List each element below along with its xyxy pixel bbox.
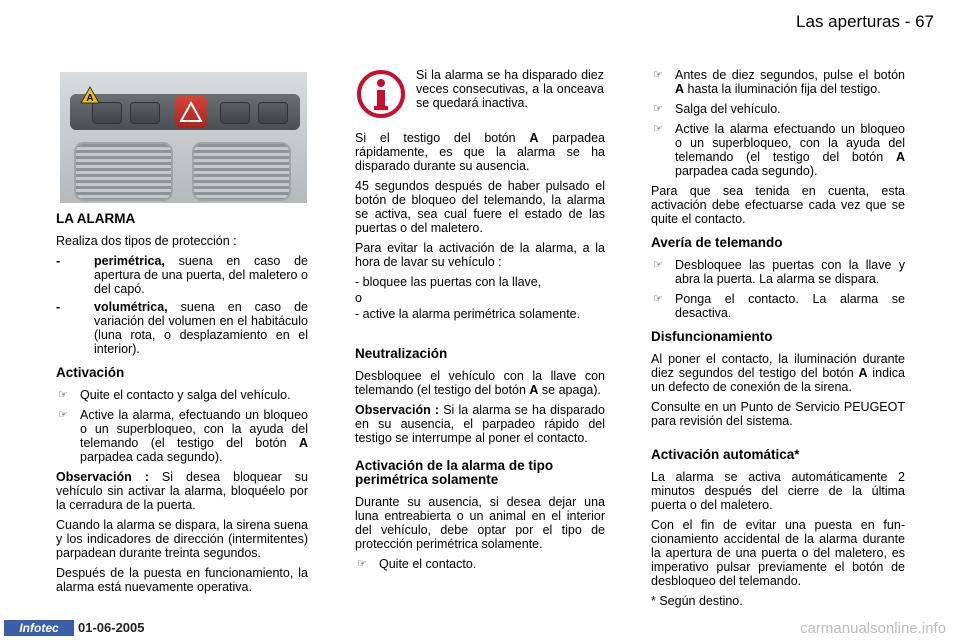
info-text: Si la alarma se ha disparado diez veces consecutivas, a la onceava se quedará inactiva. [416,68,604,110]
hand-pointer-icon: ☞ [653,103,663,115]
hand-pointer-icon: ☞ [653,293,663,305]
panel-button [258,102,288,124]
footer-date: 01-06-2005 [78,620,145,635]
paragraph: Con el fin de evitar una puesta en funcionamiento accidental de la alarma durante la apertura de una puerta o del maletero, es imperativo pulsar previamente el botón de desbloqueo del telemando. [651,518,905,588]
panel-button [130,102,160,124]
infotec-logo: Infotec [4,620,74,636]
hand-pointer-icon: ☞ [357,558,367,570]
page-header: Las aperturas - 67 [796,12,934,31]
hazard-button [175,96,207,128]
list-item: ☞ Quite el contacto. [357,557,477,571]
observation: Observación : Si la alarma se ha disparado en su ausencia, el parpadeo rápido del testigo se interrumpe al poner el contacto. [355,403,605,445]
panel-button [220,102,250,124]
panel-button-a [92,102,122,124]
list-item: - perimétrica, suena en caso de apertura de una puerta, del maletero o del capó. [56,254,308,296]
list-item: ☞ Active la alarma efectuando un bloqueo o un superbloqueo, con la ayuda del telemando (el testigo del botón A parpadea cada segundo). [653,122,905,178]
air-vent-left [74,142,173,201]
button-panel [70,94,300,130]
list-item: ☞ Antes de diez segundos, pulse el botón A hasta la iluminación fija del testigo. [653,68,905,96]
air-vent-right [192,142,291,201]
list-item: ☞ Salga del vehículo. [653,102,781,116]
paragraph: Después de la puesta en funcionamiento, la alarma está nuevamente operativa. [56,566,308,594]
subsection-title: Activación automática* [651,447,800,462]
info-box [416,68,604,116]
paragraph: Cuando la alarma se dispara, la sirena suena y los indicadores de dirección (intermitentes) parpadean durante treinta segundos. [56,518,308,560]
option: - active la alarma perimétrica solamente. [355,307,581,321]
hand-pointer-icon: ☞ [653,123,663,135]
section-title: LA ALARMA [56,211,136,226]
list-item: - volumétrica, suena en caso de variación del volumen en el habitáculo (luna rota, o desplazamiento en el interior). [56,300,308,356]
list-item: ☞ Quite el contacto y salga del vehículo. [58,388,291,402]
paragraph: Desbloquee el vehículo con la llave con telemando (el testigo del botón A se apaga). [355,369,605,397]
subsection-title: Neutralización [355,346,448,361]
paragraph: 45 segundos después de haber pulsado el botón de bloqueo del telemando, la alarma se activa, sea cual fuere el estado de las puertas o del maletero. [355,179,605,235]
hand-pointer-icon: ☞ [58,389,68,401]
dashboard-photo [60,72,307,203]
subsection-title: Disfuncionamiento [651,329,773,344]
list-item: ☞ Active la alarma, efectuando un bloqueo o un superbloqueo, con la ayuda del telemando (el testigo del botón A parpadea cada segundo). [58,408,308,464]
paragraph: Durante su ausencia, si desea dejar una luna entreabierta o un animal en el interior del vehículo, debe optar por el tipo de protección perimétrica solamente. [355,495,605,551]
paragraph: Al poner el contacto, la iluminación durante diez segundos del testigo del botón A indica un defecto de conexión de la sirena. [651,352,906,394]
hand-pointer-icon: ☞ [58,409,68,421]
subsection-title: Avería de telemando [651,235,783,250]
paragraph: Si el testigo del botón A parpadea rápidamente, es que la alarma se ha disparado durante su ausencia. [355,131,605,173]
hand-pointer-icon: ☞ [653,69,663,81]
list-item: ☞ Ponga el contacto. La alarma se desactiva. [653,292,905,320]
subsection-title: Activación [56,365,125,380]
paragraph: La alarma se activa automáticamente 2 minutos después del cierre de la última puerta o del maletero. [651,470,905,512]
paragraph: Para evitar la activación de la alarma, a la hora de lavar su vehículo : [355,241,605,269]
hand-pointer-icon: ☞ [653,259,663,271]
subsection-title: Activación de la alarma de tipo perimétrica solamente [355,458,554,487]
column-1 [56,212,308,600]
footnote: * Según destino. [651,594,743,608]
column-2 [355,131,605,577]
paragraph: Consulte en un Punto de Servicio PEUGEOT para revisión del sistema. [651,400,905,428]
option: - bloquee las puertas con la llave, [355,275,542,289]
observation: Observación : Si desea bloquear su vehículo sin activar la alarma, bloquéelo por la cerradura de la puerta. [56,470,308,512]
watermark: carmanualsonline.info [800,620,946,637]
warning-a-icon [80,86,100,104]
paragraph: Para que sea tenida en cuenta, esta activación debe efectuarse cada vez que se quite el contacto. [651,184,905,226]
column-3 [651,68,905,614]
info-icon [355,68,407,120]
list-item: ☞ Desbloquee las puertas con la llave y abra la puerta. La alarma se dispara. [653,258,905,286]
intro-text: Realiza dos tipos de protección : [56,234,237,248]
svg-text:A: A [86,93,94,104]
or-text: o [355,291,362,305]
